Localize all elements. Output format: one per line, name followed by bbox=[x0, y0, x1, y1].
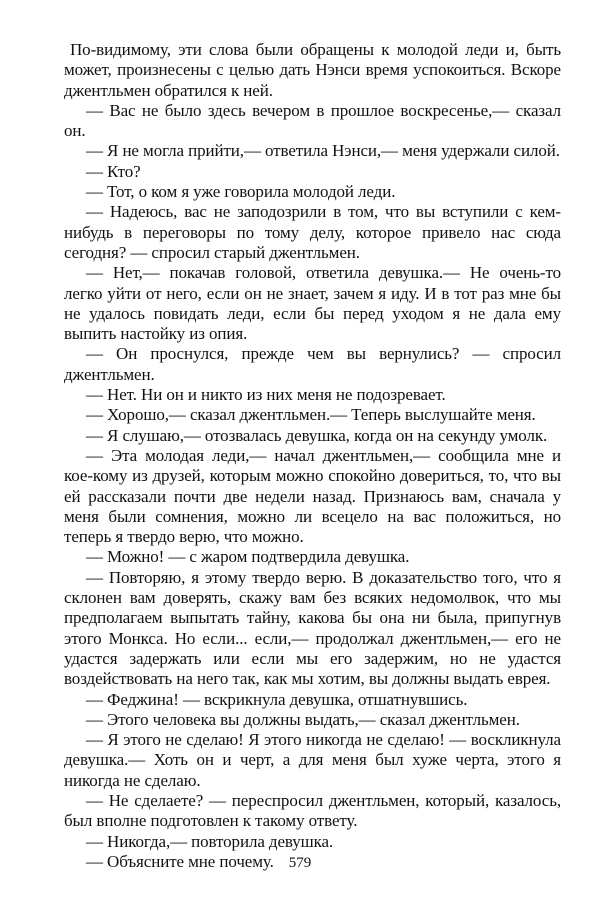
paragraph-19: — Никогда,— повторила девушка. bbox=[86, 831, 334, 851]
paragraph-14: — Повторяю, я этому твердо верю. В доказательство того, что я склонен вам доверять, скажу вам без всяких недомолвок, что мы предполагаем выпытать тайну, какова бы она ни была, припугнув этого Монкса. Но если... если,— продолжал джентльмен,— его не удастся задержать или если мы его задержим, но не удастся воздействовать на него так, как мы хотим, вы должны выдать еврея. bbox=[64, 567, 561, 689]
paragraph-11: — Я слушаю,— отозвалась девушка, когда он на секунду умолк. bbox=[86, 425, 548, 445]
paragraph-15: — Феджина! — вскрикнула девушка, отшатнувшись. bbox=[86, 689, 468, 709]
paragraph-9: — Нет. Ни он и никто из них меня не подозревает. bbox=[86, 385, 446, 405]
paragraph-18: — Не сделаете? — переспросил джентльмен, который, казалось, был вполне подготовлен к такому ответу. bbox=[64, 790, 561, 831]
paragraph-8: — Он проснулся, прежде чем вы вернулись? — спросил джентльмен. bbox=[64, 344, 561, 384]
paragraph-2: — Вас не было здесь вечером в прошлое воскресенье,— сказал он. bbox=[64, 100, 561, 141]
paragraph-10: — Хорошо,— сказал джентльмен.— Теперь выслушайте меня. bbox=[86, 405, 536, 425]
paragraph-16: — Этого человека вы должны выдать,— сказал джентльмен. bbox=[86, 709, 520, 729]
paragraph-7: — Нет,— покачав головой, ответила девушка.— Не очень-то легко уйти от него, если он не знает, зачем я иду. И в тот раз мне бы не удалось повидать леди, если бы перед уходом я не дала ему выпить настойку из опия. bbox=[64, 263, 561, 344]
page-body bbox=[64, 40, 561, 872]
paragraph-4: — Кто? bbox=[86, 161, 141, 181]
paragraph-13: — Можно! — с жаром подтвердила девушка. bbox=[86, 547, 410, 567]
paragraph-12: — Эта молодая леди,— начал джентльмен,— сообщила мне и кое-кому из друзей, которым можно спокойно довериться, то, что вы ей рассказали почти две недели назад. Признаюсь вам, сначала у меня были сомнения, можно ли всецело на вас положиться, но теперь я твердо верю, что можно. bbox=[64, 445, 561, 547]
paragraph-1: По-видимому, эти слова были обращены к молодой леди и, быть может, произнесены с целью дать Нэнси время успокоиться. Вскоре джентльмен обратился к ней. bbox=[64, 40, 561, 100]
paragraph-20: — Объясните мне почему. bbox=[86, 851, 274, 871]
paragraph-5: — Тот, о ком я уже говорила молодой леди. bbox=[86, 182, 396, 202]
paragraph-6: — Надеюсь, вас не заподозрили в том, что вы вступили с кем-нибудь в переговоры по тому делу, которое привело нас сюда сегодня? — спросил старый джентльмен. bbox=[64, 202, 561, 262]
page-number: 579 bbox=[288, 855, 312, 871]
paragraph-3: — Я не могла прийти,— ответила Нэнси,— меня удержали силой. bbox=[86, 141, 560, 161]
paragraph-17: — Я этого не сделаю! Я этого никогда не сделаю! — воскликнула девушка.— Хоть он и черт, а для меня был хуже черта, этого я никогда не сделаю. bbox=[64, 730, 561, 790]
